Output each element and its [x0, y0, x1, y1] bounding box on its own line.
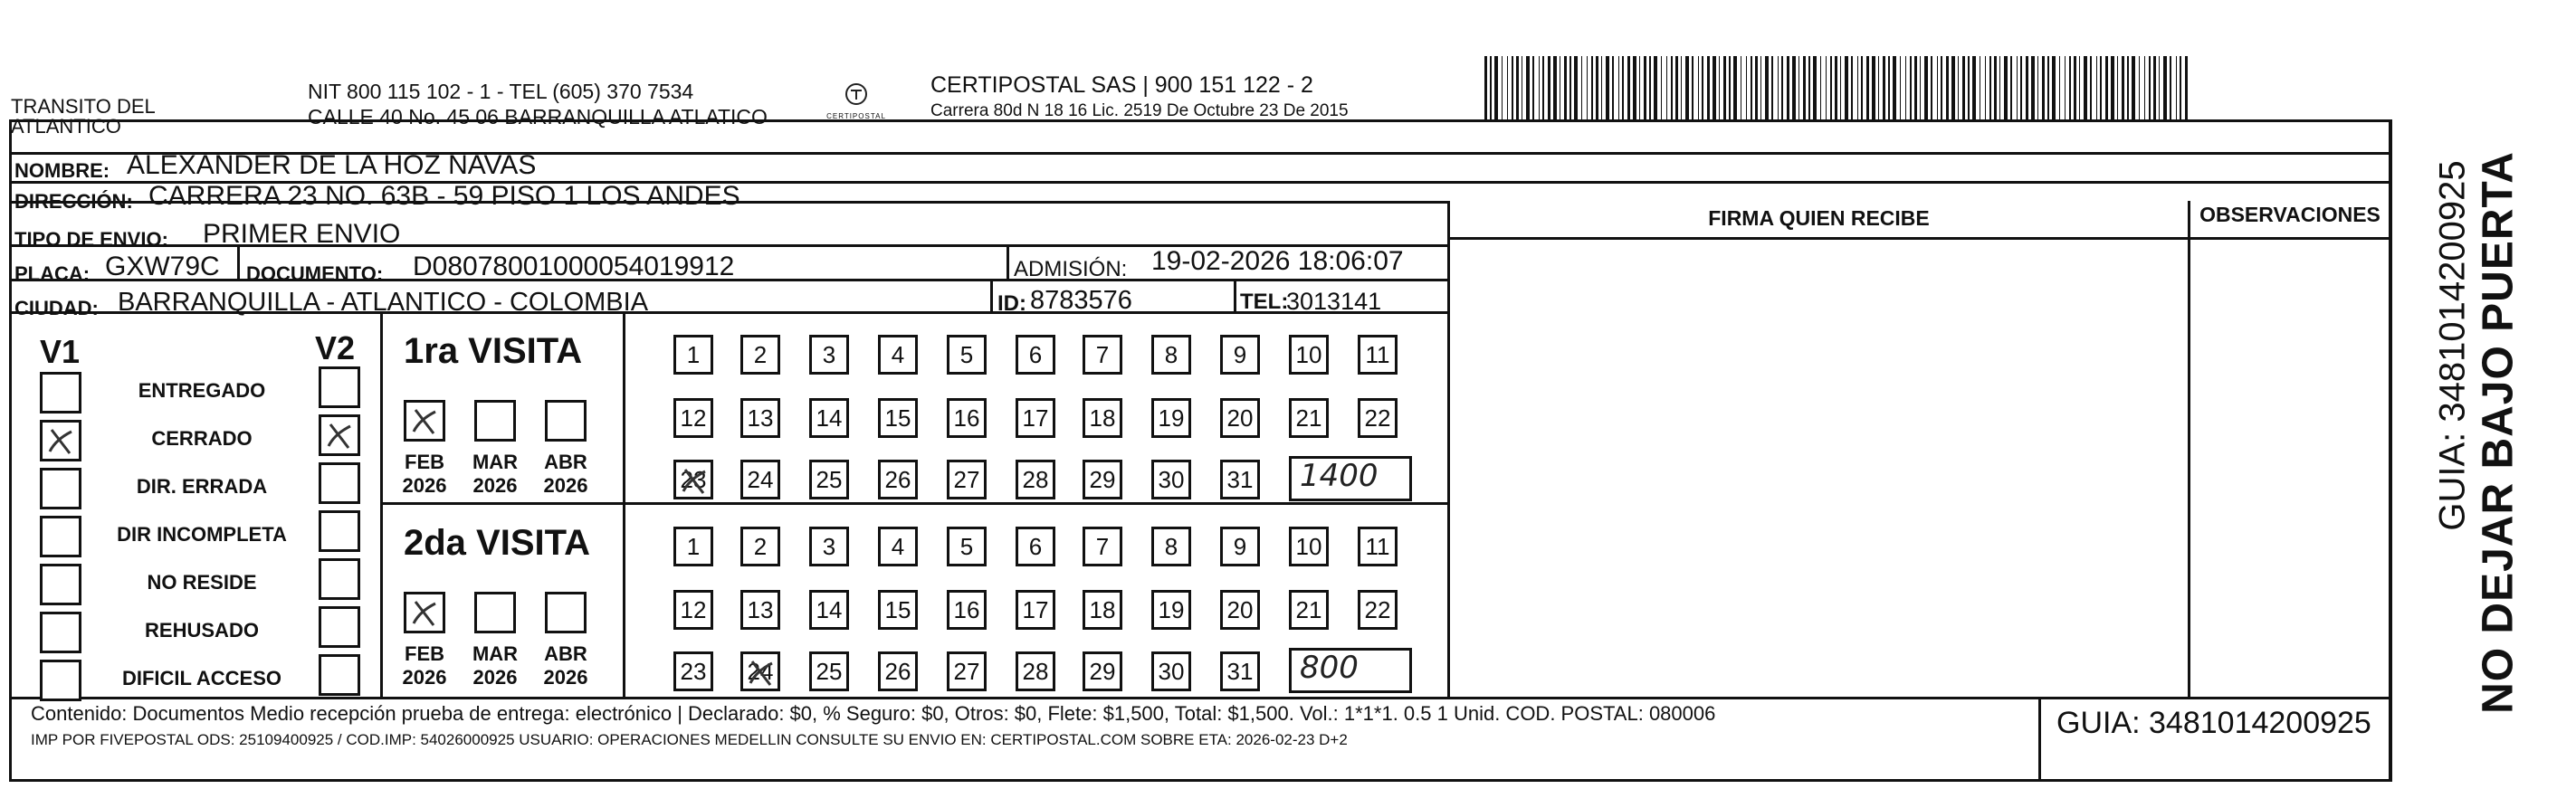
month-checkbox[interactable] [404, 592, 445, 633]
barcode-bar [2132, 56, 2135, 121]
footer-guia: GUIA: 3481014200925 [2056, 706, 2371, 740]
month-label: MAR [472, 642, 519, 665]
barcode-bar [1830, 56, 1832, 121]
barcode-bar [1968, 56, 1970, 121]
barcode-bar [1542, 56, 1544, 121]
v2-checkbox[interactable] [319, 414, 360, 456]
day-box[interactable]: 7 [1083, 335, 1122, 375]
barcode-bar [1675, 56, 1678, 121]
day-box[interactable]: 12 [673, 398, 713, 438]
barcode-bar [1989, 56, 1991, 121]
barcode-bar [1649, 56, 1651, 121]
day-box[interactable]: 2 [740, 335, 780, 375]
barcode-bar [1951, 56, 1955, 121]
barcode-bar [1924, 56, 1928, 121]
status-label: CERRADO [151, 427, 253, 450]
signature-area[interactable] [1454, 241, 2185, 693]
day-box[interactable]: 18 [1083, 398, 1122, 438]
barcode-bar [1627, 56, 1630, 121]
issuer-address: CALLE 40 No. 45 06 BARRANQUILLA ATLATICO [308, 105, 768, 128]
day-box[interactable]: 26 [878, 651, 918, 691]
day-box[interactable]: 1 [673, 335, 713, 375]
month-year: 2026 [472, 474, 518, 497]
v2-check-mark [321, 417, 358, 453]
barcode-bar [1914, 56, 1917, 121]
day-box[interactable]: 7 [1083, 527, 1122, 566]
nombre-label: NOMBRE: [14, 159, 110, 182]
barcode-bar [2105, 56, 2108, 121]
status-label: ENTREGADO [138, 379, 266, 402]
barcode-bar [2026, 56, 2028, 121]
id-value: 8783576 [1030, 286, 1132, 315]
documento-value: D08078001000054019912 [413, 252, 735, 281]
barcode-bar [1946, 56, 1949, 121]
day-box[interactable]: 11 [1358, 335, 1398, 375]
barcode-bar [2185, 56, 2188, 121]
day-box[interactable]: 28 [1016, 651, 1055, 691]
month-checkbox[interactable] [474, 592, 516, 633]
documento-label: DOCUMENTO: [246, 262, 384, 285]
day-box[interactable]: 4 [878, 527, 918, 566]
barcode-bar [1512, 56, 1513, 121]
barcode-bar [1681, 56, 1682, 121]
barcode-bar [1723, 56, 1726, 121]
day-box[interactable]: 3 [809, 335, 849, 375]
day-box[interactable]: 23 [673, 460, 713, 499]
barcode-bar [2159, 56, 2160, 121]
day-box[interactable]: 22 [1358, 398, 1398, 438]
barcode-bar [2139, 56, 2140, 121]
v2-checkbox[interactable] [319, 606, 360, 648]
day-box[interactable]: 18 [1083, 590, 1122, 630]
tipo-value: PRIMER ENVIO [203, 219, 401, 249]
barcode-bar [1581, 56, 1582, 121]
barcode [1484, 56, 2190, 121]
imp-text: IMP POR FIVEPOSTAL ODS: 25109400925 / COD.IMP: 54026000925 USUARIO: OPERACIONES MEDELLIN CONSULTE SU ENVIO EN: CERTIPOSTAL.COM SOBRE ETA: 2026-02-23 D+2 [31, 731, 1348, 748]
day-box[interactable]: 1 [673, 527, 713, 566]
barcode-bar [2052, 56, 2056, 121]
tel-label: TEL: [1240, 290, 1289, 314]
barcode-bar [2176, 56, 2177, 121]
day-box[interactable]: 17 [1016, 398, 1055, 438]
tipo-label: TIPO DE ENVIO: [14, 228, 168, 251]
barcode-bar [1707, 56, 1710, 121]
barcode-bar [1962, 56, 1965, 121]
contenido-text: Contenido: Documentos Medio recepción prueba de entrega: electrónico | Declarado: $0, % Seguro: $0, Otros: $0, Flete: $1,500, Total: $1,500. Vol.: 1*1*1. 0.5 1 Unid. COD. POSTAL: 080006 [31, 702, 1716, 725]
issuer-name-line1: TRANSITO DEL [11, 95, 156, 118]
day-box[interactable]: 5 [947, 527, 987, 566]
barcode-bar [1685, 56, 1689, 121]
barcode-bar [1813, 56, 1817, 121]
barcode-bar [1698, 56, 1699, 121]
day-box[interactable]: 23 [673, 651, 713, 691]
company-name: CERTIPOSTAL SAS | 900 151 122 - 2 [930, 72, 1313, 98]
day-box[interactable]: 30 [1151, 651, 1191, 691]
barcode-bar [1553, 56, 1557, 121]
firma-header: FIRMA QUIEN RECIBE [1708, 206, 1930, 230]
barcode-bar [1532, 56, 1534, 121]
barcode-bar [1803, 56, 1806, 121]
barcode-bar [2031, 56, 2035, 121]
v1-checkbox[interactable] [40, 516, 81, 557]
barcode-bar [1612, 56, 1614, 121]
barcode-bar [1507, 56, 1508, 121]
day-box[interactable]: 26 [878, 460, 918, 499]
v2-checkbox[interactable] [319, 462, 360, 504]
barcode-bar [2100, 56, 2102, 121]
month-label: ABR [544, 642, 587, 665]
barcode-bar [1666, 56, 1667, 121]
day-box[interactable]: 29 [1083, 651, 1122, 691]
v1-check-mark [43, 423, 79, 459]
status-label: REHUSADO [145, 619, 259, 642]
v2-checkbox[interactable] [319, 510, 360, 552]
day-box[interactable]: 9 [1220, 335, 1260, 375]
day-box[interactable]: 19 [1151, 590, 1191, 630]
month-check-mark [406, 594, 443, 631]
barcode-bar [1639, 56, 1640, 121]
month-checkbox[interactable] [474, 400, 516, 442]
barcode-bar [2010, 56, 2012, 121]
barcode-bar [1861, 56, 1863, 121]
barcode-bar [1591, 56, 1593, 121]
barcode-bar [1702, 56, 1703, 121]
barcode-bar [1878, 56, 1879, 121]
day-box[interactable]: 24 [740, 651, 780, 691]
day-box[interactable]: 24 [740, 460, 780, 499]
barcode-bar [1494, 56, 1498, 121]
barcode-bar [1661, 56, 1662, 121]
day-box[interactable]: 16 [947, 590, 987, 630]
day-box[interactable]: 17 [1016, 590, 1055, 630]
day-box[interactable]: 5 [947, 335, 987, 375]
hour-handwritten: 1400 [1300, 458, 1379, 494]
visit-title: 2da VISITA [404, 523, 590, 563]
barcode-bar [1746, 56, 1747, 121]
barcode-bar [2111, 56, 2114, 121]
v1-checkbox[interactable] [40, 372, 81, 414]
barcode-bar [1900, 56, 1901, 121]
barcode-bar [2047, 56, 2049, 121]
barcode-bar [1765, 56, 1769, 121]
barcode-bar [1820, 56, 1821, 121]
barcode-bar [1671, 56, 1673, 121]
barcode-bar [1857, 56, 1858, 121]
status-label: NO RESIDE [147, 571, 257, 594]
status-label: DIR INCOMPLETA [117, 523, 287, 546]
ciudad-label: CIUDAD: [14, 297, 99, 319]
barcode-bar [1644, 56, 1646, 121]
barcode-bar [1851, 56, 1853, 121]
v1-checkbox[interactable] [40, 468, 81, 509]
day-box[interactable]: 10 [1289, 335, 1329, 375]
barcode-bar [1516, 56, 1519, 121]
barcode-bar [1751, 56, 1752, 121]
day-box[interactable]: 13 [740, 590, 780, 630]
v1-checkbox[interactable] [40, 660, 81, 701]
month-year: 2026 [402, 474, 447, 497]
barcode-bar [1910, 56, 1912, 121]
status-label: DIR. ERRADA [136, 475, 268, 498]
barcode-bar [2144, 56, 2145, 121]
day-box[interactable]: 6 [1016, 335, 1055, 375]
day-box[interactable]: 8 [1151, 335, 1191, 375]
barcode-bar [2127, 56, 2129, 121]
barcode-bar [1760, 56, 1761, 121]
barcode-bar [1502, 56, 1503, 121]
month-label: ABR [544, 451, 587, 473]
barcode-bar [1484, 56, 1487, 121]
barcode-bar [2163, 56, 2167, 121]
day-box[interactable]: 25 [809, 460, 849, 499]
barcode-bar [2180, 56, 2181, 121]
barcode-bar [2059, 56, 2060, 121]
month-label: MAR [472, 451, 519, 473]
day-box[interactable]: 31 [1220, 460, 1260, 499]
observations-area[interactable] [2194, 241, 2386, 693]
barcode-bar [1937, 56, 1938, 121]
barcode-bar [2069, 56, 2071, 121]
barcode-bar [1866, 56, 1869, 121]
day-box[interactable]: 25 [809, 651, 849, 691]
barcode-bar [1985, 56, 1986, 121]
barcode-bar [1564, 56, 1567, 121]
month-year: 2026 [402, 666, 447, 689]
barcode-bar [1905, 56, 1906, 121]
hour-handwritten: 800 [1300, 650, 1359, 686]
issuer-name-line2: ATLANTICO [11, 115, 121, 138]
barcode-bar [1999, 56, 2000, 121]
barcode-bar [1539, 56, 1540, 121]
barcode-bar [1845, 56, 1848, 121]
v2-checkbox[interactable] [319, 654, 360, 696]
barcode-bar [2084, 56, 2087, 121]
month-label: FEB [405, 451, 444, 473]
barcode-bar [2042, 56, 2045, 121]
barcode-bar [1601, 56, 1602, 121]
barcode-bar [1893, 56, 1896, 121]
tel-value: 3013141 [1286, 288, 1382, 315]
visit-title: 1ra VISITA [404, 331, 583, 371]
issuer-nit: NIT 800 115 102 - 1 - TEL (605) 370 7534 [308, 80, 694, 103]
barcode-bar [1633, 56, 1636, 121]
v1-checkbox[interactable] [40, 420, 81, 461]
day-box[interactable]: 20 [1220, 398, 1260, 438]
day-box[interactable]: 15 [878, 590, 918, 630]
day-box[interactable]: 10 [1289, 527, 1329, 566]
barcode-bar [1713, 56, 1716, 121]
barcode-bar [1972, 56, 1976, 121]
barcode-bar [1719, 56, 1720, 121]
v2-checkbox[interactable] [319, 366, 360, 408]
month-checkbox[interactable] [545, 400, 587, 442]
barcode-bar [1733, 56, 1737, 121]
logo-text: CERTIPOSTAL [826, 112, 886, 120]
barcode-bar [2122, 56, 2124, 121]
barcode-bar [2065, 56, 2066, 121]
barcode-bar [2037, 56, 2038, 121]
barcode-bar [1526, 56, 1530, 121]
barcode-bar [2004, 56, 2008, 121]
barcode-bar [1826, 56, 1827, 121]
v2-header: V2 [315, 329, 356, 366]
day-box[interactable]: 15 [878, 398, 918, 438]
id-label: ID: [997, 291, 1026, 316]
barcode-bar [1781, 56, 1783, 121]
barcode-bar [1792, 56, 1796, 121]
day-box[interactable]: 3 [809, 527, 849, 566]
day-box[interactable]: 21 [1289, 590, 1329, 630]
v1-checkbox[interactable] [40, 612, 81, 653]
side-guia: GUIA: 3481014200925 [2432, 160, 2473, 531]
direccion-value: CARRERA 23 NO. 63B - 59 PISO 1 LOS ANDES [148, 181, 740, 211]
observaciones-header: OBSERVACIONES [2199, 203, 2380, 226]
day-box[interactable]: 21 [1289, 398, 1329, 438]
barcode-bar [1574, 56, 1578, 121]
month-year: 2026 [472, 666, 518, 689]
placa-label: PLACA: [14, 262, 91, 285]
barcode-bar [1771, 56, 1773, 121]
barcode-bar [2090, 56, 2092, 121]
barcode-bar [2096, 56, 2097, 121]
v2-checkbox[interactable] [319, 558, 360, 600]
barcode-bar [1798, 56, 1799, 121]
barcode-bar [2149, 56, 2151, 121]
barcode-bar [1569, 56, 1571, 121]
barcode-bar [1606, 56, 1609, 121]
barcode-bar [1729, 56, 1731, 121]
barcode-bar [2117, 56, 2118, 121]
v1-checkbox[interactable] [40, 564, 81, 605]
barcode-bar [2079, 56, 2080, 121]
day-box[interactable]: 12 [673, 590, 713, 630]
barcode-bar [1587, 56, 1588, 121]
barcode-bar [1883, 56, 1885, 121]
day-box[interactable]: 19 [1151, 398, 1191, 438]
day-box[interactable]: 16 [947, 398, 987, 438]
barcode-bar [1941, 56, 1942, 121]
barcode-bar [1872, 56, 1875, 121]
barcode-bar [1994, 56, 1997, 121]
day-box[interactable]: 14 [809, 398, 849, 438]
barcode-bar [2017, 56, 2018, 121]
barcode-bar [1840, 56, 1841, 121]
barcode-bar [1920, 56, 1921, 121]
admision-label: ADMISIÓN: [1014, 257, 1128, 281]
month-checkbox[interactable] [404, 400, 445, 442]
barcode-bar [1548, 56, 1550, 121]
certipostal-logo [820, 80, 892, 123]
barcode-bar [2170, 56, 2171, 121]
company-license: Carrera 80d N 18 16 Lic. 2519 De Octubre 23 De 2015 [930, 101, 1349, 120]
month-label: FEB [405, 642, 444, 665]
month-check-mark [406, 403, 443, 439]
day-box[interactable]: 20 [1220, 590, 1260, 630]
barcode-bar [1618, 56, 1619, 121]
barcode-bar [2020, 56, 2022, 121]
barcode-bar [1490, 56, 1492, 121]
day-box[interactable]: 8 [1151, 527, 1191, 566]
nombre-value: ALEXANDER DE LA HOZ NAVAS [127, 150, 537, 180]
day-box[interactable]: 9 [1220, 527, 1260, 566]
day-box[interactable]: 27 [947, 651, 987, 691]
direccion-label: DIRECCIÓN: [14, 190, 133, 213]
day-box[interactable]: 6 [1016, 527, 1055, 566]
day-box[interactable]: 14 [809, 590, 849, 630]
barcode-bar [1931, 56, 1932, 121]
barcode-bar [1808, 56, 1810, 121]
ciudad-value: BARRANQUILLA - ATLANTICO - COLOMBIA [118, 288, 649, 317]
barcode-bar [1654, 56, 1657, 121]
day-check-mark [743, 654, 779, 690]
barcode-bar [1596, 56, 1598, 121]
month-year: 2026 [543, 666, 588, 689]
placa-value: GXW79C [105, 252, 220, 281]
day-box[interactable]: 30 [1151, 460, 1191, 499]
month-year: 2026 [543, 474, 588, 497]
side-warning: NO DEJAR BAJO PUERTA [2474, 151, 2523, 714]
barcode-bar [2074, 56, 2076, 121]
day-check-mark [676, 462, 712, 499]
v1-header: V1 [40, 333, 81, 370]
barcode-bar [1778, 56, 1779, 121]
barcode-bar [1692, 56, 1693, 121]
status-label: DIFICIL ACCESO [121, 667, 281, 689]
barcode-bar [1958, 56, 1959, 121]
day-box[interactable]: 27 [947, 460, 987, 499]
day-box[interactable]: 29 [1083, 460, 1122, 499]
admision-value: 19-02-2026 18:06:07 [1151, 246, 1404, 276]
barcode-bar [1787, 56, 1789, 121]
day-box[interactable]: 22 [1358, 590, 1398, 630]
barcode-bar [1755, 56, 1758, 121]
day-box[interactable]: 2 [740, 527, 780, 566]
day-box[interactable]: 11 [1358, 527, 1398, 566]
day-box[interactable]: 28 [1016, 460, 1055, 499]
month-checkbox[interactable] [545, 592, 587, 633]
day-box[interactable]: 13 [740, 398, 780, 438]
barcode-bar [1622, 56, 1624, 121]
day-box[interactable]: 4 [878, 335, 918, 375]
day-box[interactable]: 31 [1220, 651, 1260, 691]
barcode-bar [1888, 56, 1890, 121]
barcode-bar [1835, 56, 1837, 121]
barcode-bar [2153, 56, 2156, 121]
